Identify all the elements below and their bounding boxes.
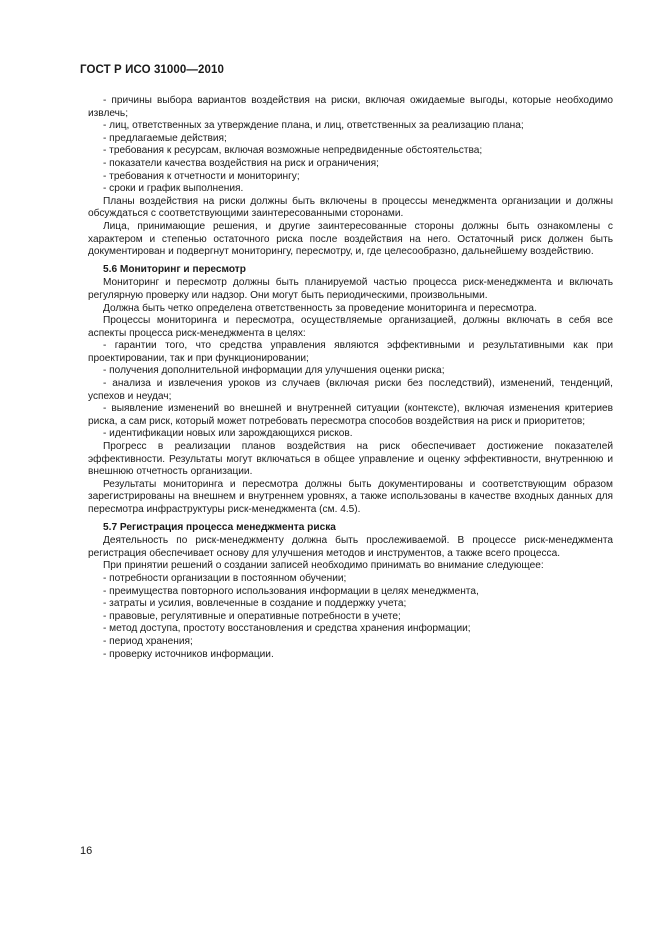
paragraph: - преимущества повторного использования информации в целях менеджмента, xyxy=(103,585,479,597)
page-number: 16 xyxy=(80,845,93,857)
paragraph: - потребности организации в постоянном обучении; xyxy=(103,572,347,584)
paragraph: - получения дополнительной информации для улучшения оценки риска; xyxy=(103,365,445,377)
paragraph: Процессы мониторинга и пересмотра, осуществляемые организацией, должны включать в себя все аспекты процесса риск-менеджмента в целях: xyxy=(88,315,613,339)
paragraph: - предлагаемые действия; xyxy=(103,132,227,144)
paragraph: Мониторинг и пересмотр должны быть планируемой частью процесса риск-менеджмента и включать регулярную проверку или надзор. Они могут быть периодическими, произвольными. xyxy=(88,277,613,301)
paragraph: Лица, принимающие решения, и другие заинтересованные стороны должны быть ознакомлены с характером и степенью остаточного риска после воздействия на него. Остаточный риск должен быть документирован и подвергнут мониторингу, пересмотру, и, где целесообразно, дальнейшему воздействию. xyxy=(88,220,613,258)
document-header: ГОСТ Р ИСО 31000—2010 xyxy=(80,64,225,76)
paragraph: - проверку источников информации. xyxy=(103,648,274,660)
document-body xyxy=(88,95,613,661)
paragraph: - лиц, ответственных за утверждение плана, и лиц, ответственных за реализацию плана; xyxy=(103,120,524,132)
paragraph: Прогресс в реализации планов воздействия на риск обеспечивает достижение показателей эффективности. Результаты могут включаться в общее управление и оценку эффективности, внутреннюю и внешнюю отчетность организации. xyxy=(88,441,613,478)
paragraph: - затраты и усилия, вовлеченные в создание и поддержку учета; xyxy=(103,598,407,610)
paragraph: - метод доступа, простоту восстановления и средства хранения информации; xyxy=(103,623,471,635)
paragraph: Должна быть четко определена ответственность за проведение мониторинга и пересмотра. xyxy=(103,302,537,314)
section-heading: 5.6 Мониторинг и пересмотр xyxy=(103,263,246,275)
paragraph: - период хранения; xyxy=(103,635,193,647)
paragraph: - анализа и извлечения уроков из случаев (включая риски без последствий), изменений, тенденций, успехов и неудач; xyxy=(88,378,613,402)
paragraph: - причины выбора вариантов воздействия на риски, включая ожидаемые выгоды, которые необходимо извлечь; xyxy=(88,95,613,119)
paragraph: - гарантии того, что средства управления являются эффективными и результативными как при проектировании, так и при функционировании; xyxy=(88,340,613,364)
paragraph: Результаты мониторинга и пересмотра должны быть документированы и соответствующим образом зарегистрированы на внешнем и внутреннем уровнях, а также использованы в качестве входных данных для пересмотра инфраструктуры риск-менеджмента (см. 4.5). xyxy=(88,478,613,515)
paragraph: - показатели качества воздействия на риск и ограничения; xyxy=(103,157,379,169)
paragraph: - сроки и график выполнения. xyxy=(103,183,244,195)
paragraph: Планы воздействия на риски должны быть включены в процессы менеджмента организации и должны обсуждаться с соответствующими заинтересованными сторонами. xyxy=(88,195,613,220)
paragraph: - выявление изменений во внешней и внутренней ситуации (контексте), включая изменения критериев риска, а сам риск, который может потребовать пересмотра способов воздействия на риск и приоритетов; xyxy=(88,403,613,427)
paragraph: - правовые, регулятивные и оперативные потребности в учете; xyxy=(103,610,401,622)
paragraph: Деятельность по риск-менеджменту должна быть прослеживаемой. В процессе риск-менеджмента регистрация обеспечивает основу для улучшения методов и инструментов, а также всего процесса. xyxy=(88,535,613,559)
paragraph: - идентификации новых или зарождающихся рисков. xyxy=(103,428,353,440)
paragraph: - требования к отчетности и мониторингу; xyxy=(103,170,300,182)
paragraph: - требования к ресурсам, включая возможные непредвиденные обстоятельства; xyxy=(103,145,483,157)
section-heading: 5.7 Регистрация процесса менеджмента риска xyxy=(103,521,336,533)
paragraph: При принятии решений о создании записей необходимо принимать во внимание следующее: xyxy=(103,560,544,572)
